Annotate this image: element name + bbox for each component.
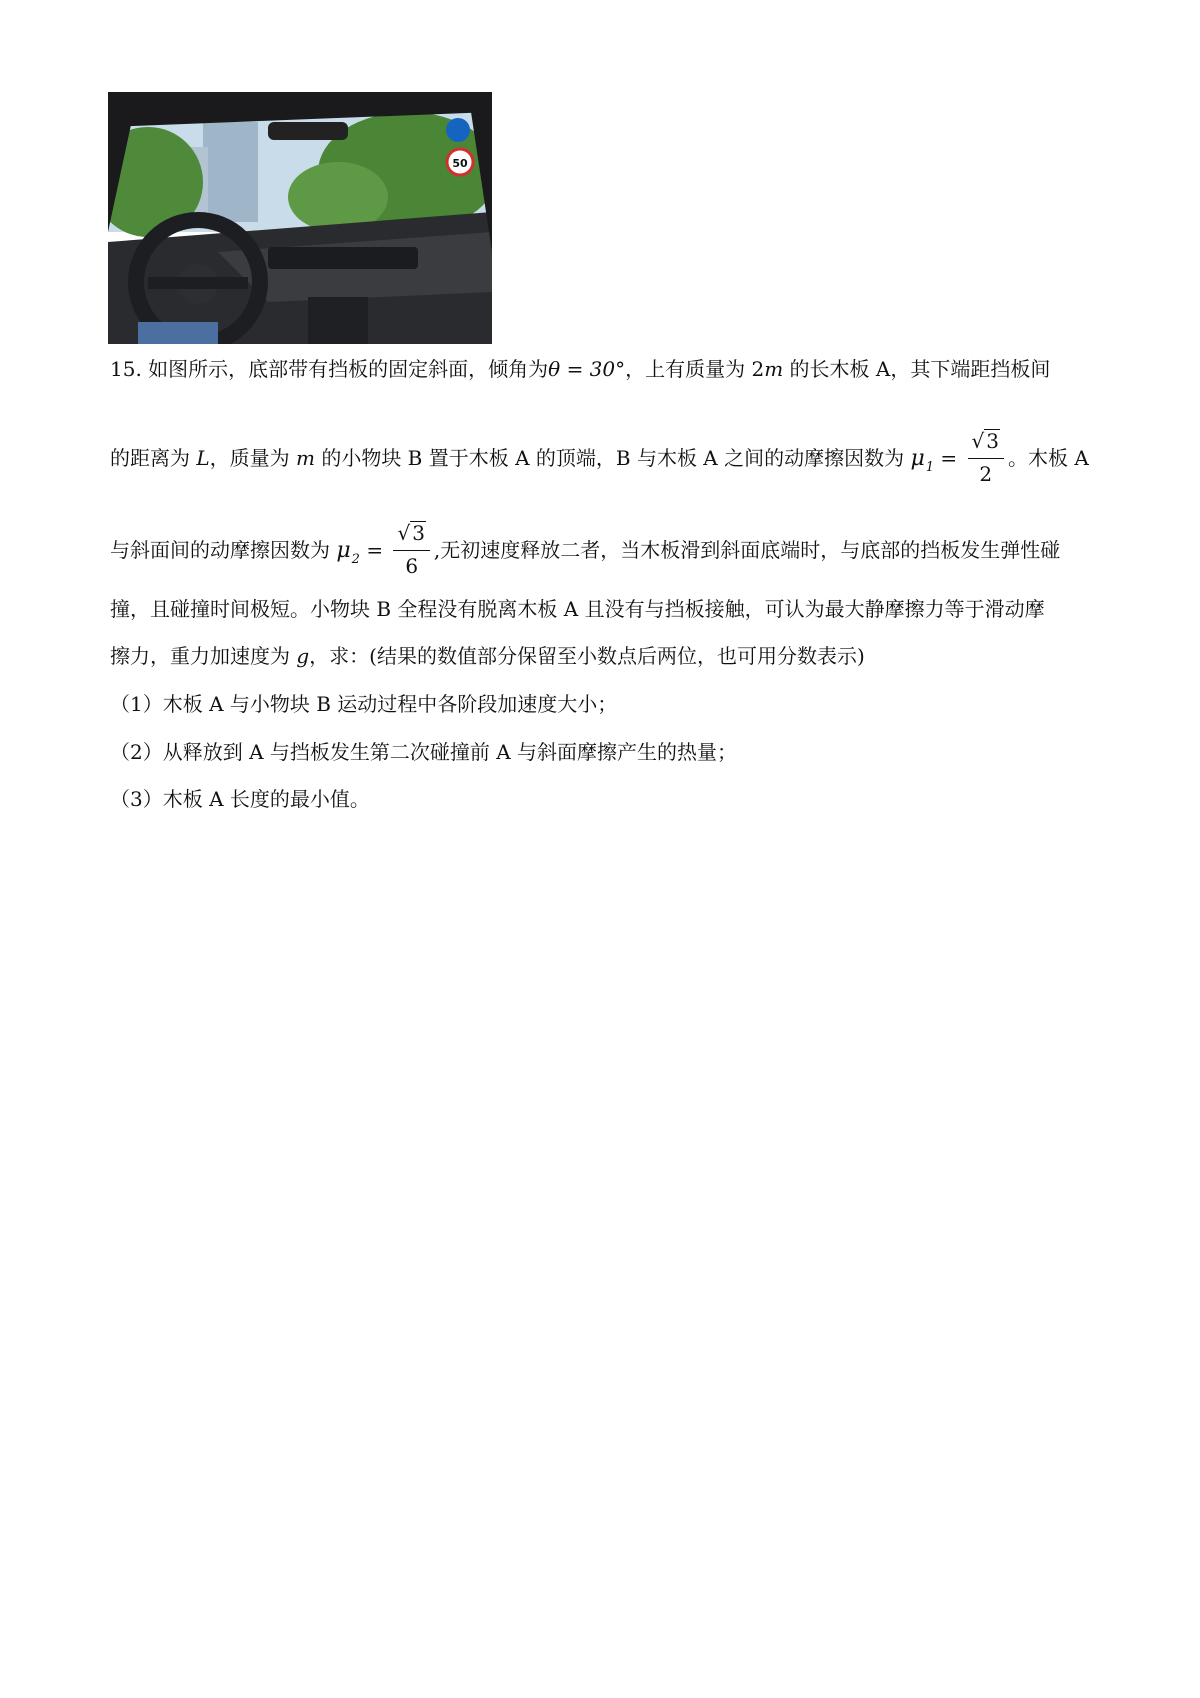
equals-sign: = [366, 538, 384, 562]
mu1-fraction [968, 426, 1004, 489]
mu2-denominator: 6 [405, 554, 419, 578]
equals-sign: = [940, 446, 958, 470]
text-segment: 的距离为 [110, 446, 197, 470]
text-segment: ,无初速度释放二者，当木板滑到斜面底端时，与底部的挡板发生弹性碰 [433, 538, 1061, 562]
mu2-symbol [336, 538, 360, 567]
text-segment: ，上有质量为 2 [625, 357, 765, 381]
mu1-symbol [910, 446, 935, 475]
mu1-denominator: 2 [979, 462, 993, 486]
problem-line-2 [110, 428, 1089, 491]
problem-number: 15. [110, 357, 142, 381]
mass-variable: m [296, 446, 315, 470]
mu-glyph: μ [910, 446, 925, 471]
mu1-radicand: 3 [986, 429, 1000, 453]
mu2-fraction [393, 518, 429, 581]
length-variable: L [196, 446, 210, 470]
question-2: （2）从释放到 A 与挡板发生第二次碰撞前 A 与斜面摩擦产生的热量； [110, 740, 738, 764]
mu2-numerator: √ 3 [393, 518, 429, 551]
mu1-subscript: 1 [925, 460, 935, 475]
speed-sign-label: 50 [452, 157, 468, 170]
question-1: （1）木板 A 与小物块 B 运动过程中各阶段加速度大小； [110, 692, 618, 716]
problem-line-1 [110, 355, 1050, 383]
text-segment: 的小物块 B 置于木板 A 的顶端，B 与木板 A 之间的动摩擦因数为 [314, 446, 905, 470]
text-segment: ，求：(结果的数值部分保留至小数点后两位，也可用分数表示) [309, 644, 865, 668]
car-interior-illustration [108, 92, 492, 344]
mass-variable: m [764, 357, 784, 381]
gravity-variable: g [296, 644, 310, 668]
problem-line-4 [110, 595, 1045, 623]
text-segment: 与斜面间的动摩擦因数为 [110, 538, 330, 562]
car-interior-photo [108, 92, 492, 344]
theta-expression: θ = 30° [548, 357, 626, 381]
mu1-numerator: √ 3 [968, 426, 1004, 459]
mu2-radicand: 3 [412, 521, 425, 545]
text-segment: 擦力，重力加速度为 [110, 644, 297, 668]
problem-line-5 [110, 642, 865, 670]
text-segment: 撞，且碰撞时间极短。小物块 B 全程没有脱离木板 A 且没有与挡板接触，可认为最大静摩擦力等于滑动摩 [110, 597, 1045, 621]
text-segment: 。木板 A [1008, 446, 1089, 470]
text-segment: 如图所示，底部带有挡板的固定斜面，倾角为 [148, 357, 549, 381]
mu2-subscript: 2 [351, 552, 360, 567]
text-segment: ，质量为 [209, 446, 296, 470]
question-3: （3）木板 A 长度的最小值。 [110, 787, 370, 811]
mu-glyph: μ [336, 538, 351, 563]
text-segment: 的长木板 A，其下端距挡板间 [783, 357, 1051, 381]
problem-line-3 [110, 520, 1060, 583]
